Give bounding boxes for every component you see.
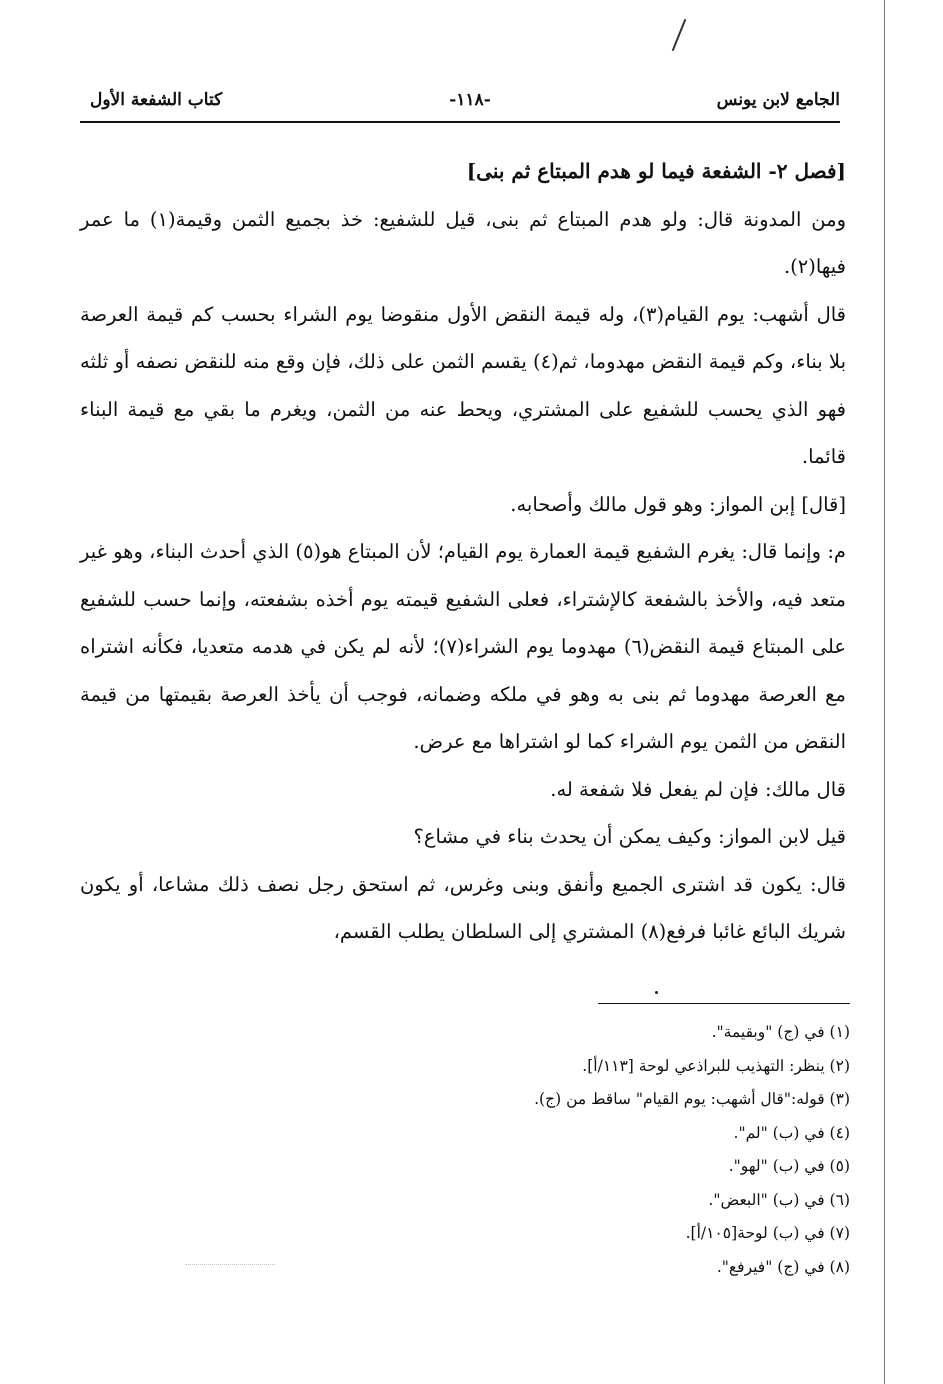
running-header	[80, 90, 840, 120]
footnote-item: (٤) في (ب) "لم".	[733, 1123, 850, 1142]
ink-dot	[655, 991, 658, 994]
footnote-item: (٥) في (ب) "لهو".	[728, 1157, 850, 1175]
pen-stroke-mark	[672, 19, 687, 51]
paragraph: قيل لابن المواز: وكيف يمكن أن يحدث بناء في مشاع؟	[413, 825, 846, 848]
section-title: [فصل ٢- الشفعة فيما لو هدم المبتاع ثم بنى]	[466, 159, 846, 183]
faint-scan-marks	[185, 1250, 275, 1265]
footnote-separator	[598, 1003, 850, 1004]
paragraph: ومن المدونة قال: ولو هدم المبتاع ثم بنى، قيل للشفيع: خذ بجميع الثمن وقيمة(١) ما عمر فيها(٢).	[80, 207, 847, 278]
footnote-item: (٦) في (ب) "البعض".	[708, 1190, 850, 1209]
footnote-item: (٢) ينظر: التهذيب للبراذعي لوحة [١١٣/أ].	[582, 1056, 850, 1075]
header-rule	[80, 121, 840, 123]
paragraph: قال: يكون قد اشترى الجميع وأنفق وبنى وغرس، ثم استحق رجل نصف ذلك مشاعا، أو يكون شريك البائع غائبا فرفع(٨) المشتري إلى السلطان يطلب القسم،	[80, 872, 846, 943]
main-text	[80, 148, 846, 956]
footnote-item: (٨) في (ج) "فيرفع".	[716, 1257, 850, 1276]
paragraph: م: وإنما قال: يغرم الشفيع قيمة العمارة يوم القيام؛ لأن المبتاع هو(٥) الذي أحدث البناء، وهو غير متعد فيه، والأخذ بالشفعة كالإشتراء، فعلى الشفيع قيمته يوم أخذه بشفعته، وإنما حسب للشفيع على المبتاع قيمة النقض(٦) مهدوما يوم الشراء(٧)؛ لأنه لم يكن في هدمه متعديا، فكأنه اشتراه مع العرصة مهدوما ثم بنى به وهو في ملكه وضمانه، فوجب أن يأخذ العرصة بقيمتها من قيمة النقض من الثمن يوم الشراء كما لو اشتراها مع عرض.	[80, 540, 846, 753]
paragraph: قال أشهب: يوم القيام(٣)، وله قيمة النقض الأول منقوضا يوم الشراء بحسب كم قيمة العرصة بلا بناء، وكم قيمة النقض مهدوما، ثم(٤) يقسم الثمن على ذلك، فإن وقع منه للنقض نصفه أو ثلثه فهو الذي يحسب للشفيع على المشتري، ويحط عنه من الثمن، ويغرم ما بقي مع قيمة البناء قائما.	[80, 302, 846, 468]
header-page-number: -١١٨-	[449, 90, 491, 110]
paragraph: قال مالك: فإن لم يفعل فلا شفعة له.	[550, 777, 846, 801]
paragraph: [قال] إبن المواز: وهو قول مالك وأصحابه.	[510, 492, 846, 516]
header-section-title: كتاب الشفعة الأول	[90, 90, 223, 110]
footnote-item: (٣) قوله:"قال أشهب: يوم القيام" ساقط من (ج).	[534, 1090, 850, 1108]
header-book-title: الجامع لابن يونس	[716, 90, 840, 110]
footnote-item: (٧) في (ب) لوحة[١٠٥/أ].	[685, 1224, 850, 1242]
footnotes	[430, 1016, 850, 1284]
page-edge-line	[884, 0, 885, 1384]
footnote-item: (١) في (ج) "وبقيمة".	[711, 1023, 850, 1041]
